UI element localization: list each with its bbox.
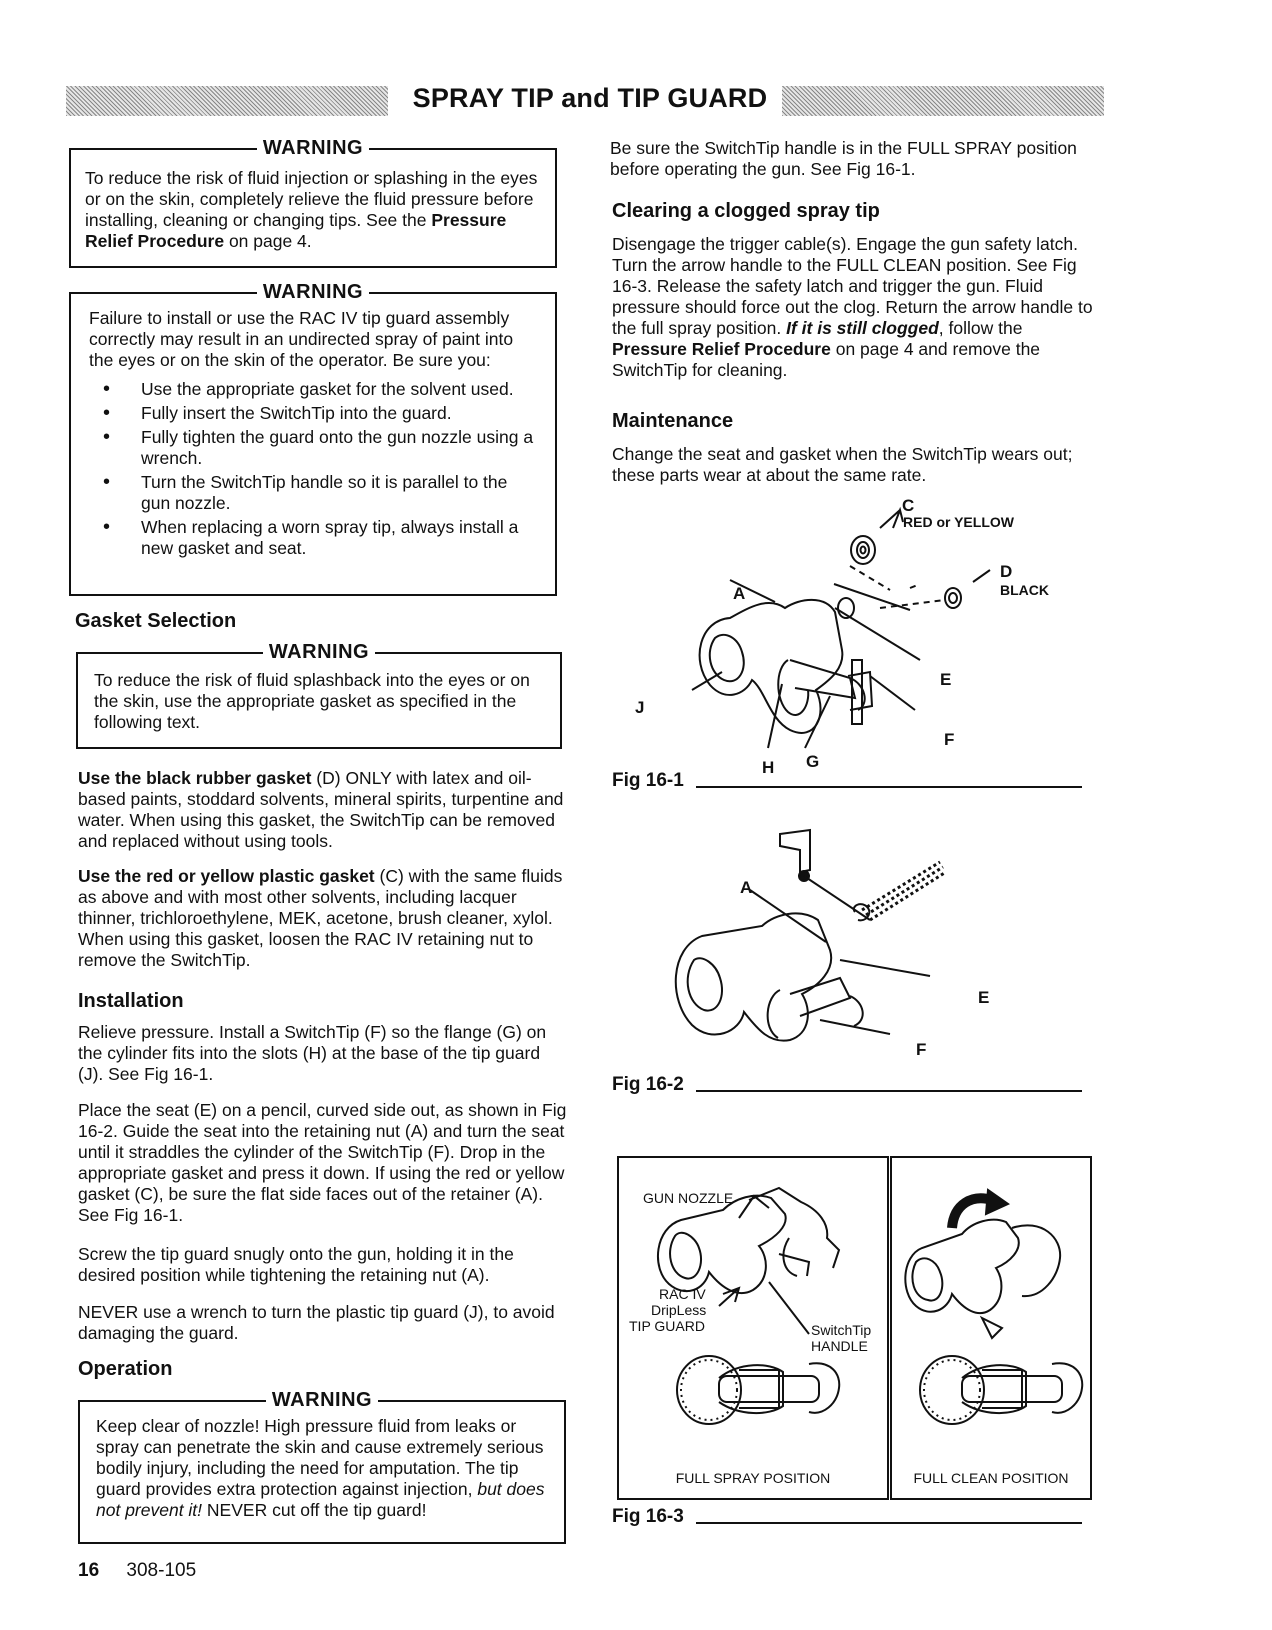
paragraph-text: Disengage the trigger cable(s). Engage the gun safety latch. Turn the arrow handle to the FULL CLEAN position. See Fig 16-3. Release the safety latch and trigger the gun. Fluid pressure should force out the clog. Return the arrow handle to the full spray position. — [612, 234, 1093, 338]
warning-bullet-list — [89, 379, 541, 559]
fig1-label-h: H — [762, 758, 775, 777]
gasket-selection-heading: Gasket Selection — [75, 610, 237, 632]
fig3-clean-drawing — [892, 1158, 1090, 1498]
warning-bullet: • Fully insert the SwitchTip into the guard. — [89, 403, 541, 424]
page-footer — [78, 1560, 196, 1582]
fig3-panel-clean — [890, 1156, 1092, 1500]
page-number: 16 — [78, 1560, 100, 1581]
paragraph-text: (D) ONLY with latex and oil-based paints, stoddard solvents, mineral spirits, turpentine and water. When using this gasket, the SwitchTip can be removed and replaced without using tools. — [78, 768, 564, 851]
paragraph-text: (C) with the same fluids as above and with most other solvents, including lacquer thinner, trichloroethylene, MEK, acetone, brush cleaner, xylol. When using this gasket, loosen the RAC IV retaining nut to remove the SwitchTip. — [78, 866, 563, 970]
bold-text: Pressure Relief Procedure — [612, 339, 831, 359]
fig2-label-e: E — [978, 988, 990, 1007]
fig2-label-f: F — [916, 1040, 927, 1059]
warning-bullet: • Use the appropriate gasket for the solvent used. — [89, 379, 541, 400]
doc-number: 308-105 — [126, 1560, 197, 1581]
fig3-caption-clean: FULL CLEAN POSITION — [913, 1470, 1069, 1486]
operation-heading: Operation — [78, 1358, 173, 1380]
paragraph-install-1: Relieve pressure. Install a SwitchTip (F) so the flange (G) on the cylinder fits into the slots (H) at the base of the tip guard (J). See Fig 16-1. — [78, 1022, 547, 1084]
fig1-label-d: D — [1000, 562, 1013, 581]
fig2-rule — [696, 1090, 1082, 1092]
warning-text-end: on page 4. — [224, 231, 312, 251]
fig3-label-switchtip: SwitchTip — [811, 1322, 872, 1338]
warning-box-injection — [69, 137, 557, 268]
fig3-label-handle: HANDLE — [811, 1338, 868, 1354]
fig3-label-tip-guard: TIP GUARD — [629, 1318, 705, 1334]
fig1-label-a: A — [733, 584, 746, 603]
paragraph-clogged-tip — [612, 234, 1102, 381]
bold-lead: Use the red or yellow plastic gasket — [78, 866, 375, 886]
fig-16-1-drawing — [620, 500, 1100, 800]
clogged-tip-heading: Clearing a clogged spray tip — [612, 200, 880, 222]
warning-text: To reduce the risk of fluid injection or splashing in the eyes or on the skin, completely relieve the fluid pressure before installing, cleaning or changing tips. See the — [85, 168, 538, 230]
bold-lead: Use the black rubber gasket — [78, 768, 312, 788]
fig1-label-g: G — [806, 752, 820, 771]
warning-heading: WARNING — [263, 641, 375, 663]
warning-italic: but does not prevent it! — [96, 1479, 545, 1520]
warning-box-splashback — [76, 641, 562, 749]
fig1-label-f: F — [944, 730, 955, 749]
fig2-label-a: A — [740, 878, 753, 897]
paragraph-black-gasket — [78, 768, 568, 852]
maintenance-heading: Maintenance — [612, 410, 734, 432]
fig1-rule — [696, 786, 1082, 788]
paragraph-maintenance: Change the seat and gasket when the SwitchTip wears out; these parts wear at about the same rate. — [612, 444, 1073, 485]
warning-heading: WARNING — [266, 1389, 378, 1411]
warning-box-tip-guard — [69, 281, 557, 596]
fig3-panel-spray — [617, 1156, 889, 1500]
bold-italic-text: If it is still clogged — [786, 318, 939, 338]
fig1-label-c: C — [902, 496, 915, 515]
warning-box-nozzle — [78, 1389, 566, 1544]
warning-intro: Failure to install or use the RAC IV tip guard assembly correctly may result in an undirected spray of paint into the eyes or on the skin of the operator. Be sure you: — [89, 308, 514, 370]
fig3-label-gun-nozzle: GUN NOZZLE — [643, 1190, 734, 1206]
fig1-caption: Fig 16-1 — [612, 770, 684, 791]
warning-text: To reduce the risk of fluid splashback into the eyes or on the skin, use the appropriate gasket as specified in the following text. — [94, 670, 530, 732]
fig2-caption: Fig 16-2 — [612, 1074, 684, 1095]
page-title: SPRAY TIP and TIP GUARD — [412, 83, 768, 113]
warning-heading: WARNING — [257, 137, 369, 159]
fig1-note-c: RED or YELLOW — [903, 514, 1014, 530]
fig3-caption: Fig 16-3 — [612, 1506, 684, 1527]
paragraph-install-3: Screw the tip guard snugly onto the gun, holding it in the desired position while tightening the retaining nut (A). — [78, 1244, 514, 1285]
fig1-label-j: J — [635, 698, 645, 717]
warning-bullet: • Turn the SwitchTip handle so it is parallel to the gun nozzle. — [89, 472, 541, 514]
fig-16-2-drawing — [640, 820, 1100, 1070]
warning-bullet: • When replacing a worn spray tip, always install a new gasket and seat. — [89, 517, 541, 559]
warning-bold: Pressure Relief Procedure — [85, 210, 507, 251]
header-hatch-left — [66, 86, 388, 116]
paragraph-text: , follow the — [938, 318, 1023, 338]
warning-bullet: • Fully tighten the guard onto the gun nozzle using a wrench. — [89, 427, 541, 469]
fig1-label-e: E — [940, 670, 952, 689]
warning-heading: WARNING — [257, 281, 369, 303]
header-hatch-right — [782, 86, 1104, 116]
paragraph-install-4: NEVER use a wrench to turn the plastic tip guard (J), to avoid damaging the guard. — [78, 1302, 555, 1343]
fig3-label-dripless: DripLess — [651, 1302, 707, 1318]
paragraph-text: on page 4 and remove the SwitchTip for cleaning. — [612, 339, 1041, 380]
paragraph-red-gasket — [78, 866, 568, 971]
paragraph-intro: Be sure the SwitchTip handle is in the FULL SPRAY position before operating the gun. See Fig 16-1. — [610, 138, 1077, 179]
fig1-note-d: BLACK — [1000, 582, 1049, 598]
fig3-label-rac-iv: RAC IV — [659, 1286, 706, 1302]
paragraph-install-2: Place the seat (E) on a pencil, curved side out, as shown in Fig 16-2. Guide the seat into the retaining nut (A) and turn the seat until it straddles the cylinder of the SwitchTip (F). Drop in the appropriate gasket and press it down. If using the red or yellow gasket (C), be sure the flat side faces out of the retainer (A). See Fig 16-1. — [78, 1100, 567, 1225]
fig3-caption-spray: FULL SPRAY POSITION — [675, 1470, 831, 1486]
installation-heading: Installation — [78, 990, 184, 1012]
fig3-rule — [696, 1522, 1082, 1524]
warning-text-end: NEVER cut off the tip guard! — [202, 1500, 427, 1520]
warning-text: Keep clear of nozzle! High pressure fluid from leaks or spray can penetrate the skin and cause extremely serious bodily injury, including the need for amputation. The tip guard provides extra protection against injection, — [96, 1416, 544, 1499]
